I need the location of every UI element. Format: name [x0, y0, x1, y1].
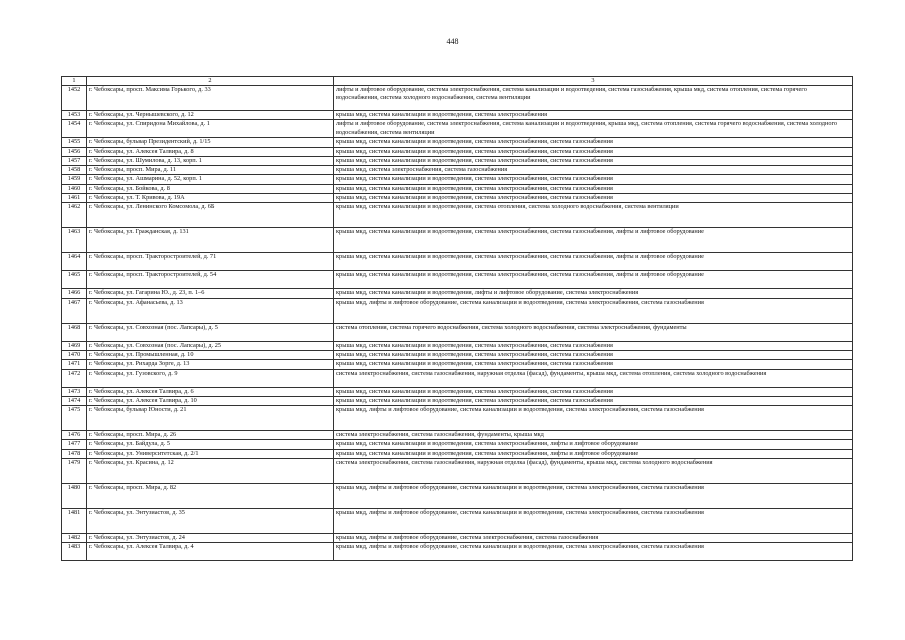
row-works: крыша мкд, лифты и лифтовое оборудование, система канализации и водоотведения, система электроснабжения, система газоснабжения [334, 298, 853, 323]
table-body [62, 86, 853, 561]
table-row [62, 369, 853, 387]
registry-table [61, 76, 853, 561]
row-address: г. Чебоксары, ул. Промышленная, д. 10 [87, 350, 334, 359]
row-address: г. Чебоксары, ул. Бойкова, д. 8 [87, 184, 334, 193]
table-row [62, 298, 853, 323]
row-works: крыша мкд, система канализации и водоотведения, система электроснабжения, система газоснабжения [334, 156, 853, 165]
row-works: крыша мкд, система канализации и водоотведения, система электроснабжения, система газоснабжения, лифты и лифтовое оборудование [334, 271, 853, 289]
row-works: крыша мкд, система канализации и водоотведения, система электроснабжения, система газоснабжения [334, 387, 853, 396]
row-number: 1455 [62, 138, 87, 147]
table-row [62, 387, 853, 396]
row-works: система отопления, система горячего водоснабжения, система холодного водоснабжения, система электроснабжения, фундаменты [334, 323, 853, 341]
table-row [62, 396, 853, 405]
row-works: крыша мкд, лифты и лифтовое оборудование, система канализации и водоотведения, система электроснабжения, система газоснабжения [334, 484, 853, 509]
column-header-1: 1 [62, 77, 87, 86]
row-address: г. Чебоксары, ул. Гагарина Ю., д. 23, п. 1–6 [87, 289, 334, 298]
row-number: 1469 [62, 341, 87, 350]
table-row [62, 271, 853, 289]
row-works: крыша мкд, система канализации и водоотведения, система электроснабжения, система газоснабжения [334, 194, 853, 203]
row-number: 1467 [62, 298, 87, 323]
row-number: 1462 [62, 203, 87, 228]
row-address: г. Чебоксары, ул. Алексея Талвира, д. 8 [87, 147, 334, 156]
row-works: крыша мкд, лифты и лифтовое оборудование, система канализации и водоотведения, система электроснабжения, система газоснабжения [334, 543, 853, 561]
table-row [62, 228, 853, 253]
row-number: 1453 [62, 111, 87, 120]
row-address: г. Чебоксары, ул. Чернышевского, д. 12 [87, 111, 334, 120]
row-address: г. Чебоксары, ул. Алексея Талвира, д. 10 [87, 396, 334, 405]
row-address: г. Чебоксары, просп. Тракторостроителей, д. 71 [87, 253, 334, 271]
row-number: 1463 [62, 228, 87, 253]
header-row [62, 77, 853, 86]
row-address: г. Чебоксары, ул. Красина, д. 12 [87, 459, 334, 484]
table-row [62, 543, 853, 561]
row-works: система электроснабжения, система газоснабжения, наружная отделка (фасад), фундаменты, крыша мкд, система отопления, система холодного водоснабжения [334, 369, 853, 387]
row-address: г. Чебоксары, ул. Энтузиастов, д. 35 [87, 509, 334, 534]
column-header-2: 2 [87, 77, 334, 86]
row-number: 1483 [62, 543, 87, 561]
row-works: крыша мкд, система канализации и водоотведения, система электроснабжения, лифты и лифтовое оборудование [334, 449, 853, 458]
table-row [62, 350, 853, 359]
row-works: крыша мкд, система канализации и водоотведения, система электроснабжения, система газоснабжения [334, 138, 853, 147]
row-address: г. Чебоксары, просп. Тракторостроителей, д. 54 [87, 271, 334, 289]
row-address: г. Чебоксары, просп. Максима Горького, д. 33 [87, 86, 334, 111]
table-row [62, 289, 853, 298]
table-row [62, 156, 853, 165]
row-address: г. Чебоксары, ул. Рихарда Зорге, д. 13 [87, 360, 334, 369]
row-number: 1454 [62, 120, 87, 138]
row-address: г. Чебоксары, ул. Ашмарина, д. 52, корп. 1 [87, 175, 334, 184]
row-works: крыша мкд, система канализации и водоотведения, система электроснабжения, система газоснабжения [334, 147, 853, 156]
row-number: 1465 [62, 271, 87, 289]
row-works: система электроснабжения, система газоснабжения, наружная отделка (фасад), фундаменты, крыша мкд, система холодного водоснабжения [334, 459, 853, 484]
row-number: 1461 [62, 194, 87, 203]
row-number: 1478 [62, 449, 87, 458]
row-address: г. Чебоксары, ул. Энтузиастов, д. 24 [87, 534, 334, 543]
table-row [62, 534, 853, 543]
row-address: г. Чебоксары, ул. Алексея Талвира, д. 6 [87, 387, 334, 396]
row-address: г. Чебоксары, ул. Спиридона Михайлова, д. 1 [87, 120, 334, 138]
row-number: 1464 [62, 253, 87, 271]
row-number: 1475 [62, 406, 87, 431]
row-works: крыша мкд, система канализации и водоотведения, система электроснабжения [334, 111, 853, 120]
column-header-3: 3 [334, 77, 853, 86]
row-address: г. Чебоксары, ул. Ленинского Комсомола, д. 6Б [87, 203, 334, 228]
row-address: г. Чебоксары, просп. Мира, д. 26 [87, 431, 334, 440]
table-row [62, 138, 853, 147]
row-number: 1477 [62, 440, 87, 449]
row-address: г. Чебоксары, ул. Байдула, д. 5 [87, 440, 334, 449]
row-works: крыша мкд, система канализации и водоотведения, система электроснабжения, лифты и лифтовое оборудование [334, 440, 853, 449]
row-works: крыша мкд, система канализации и водоотведения, система электроснабжения, система газоснабжения [334, 341, 853, 350]
row-works: крыша мкд, система канализации и водоотведения, лифты и лифтовое оборудование, система электроснабжения [334, 289, 853, 298]
table-row [62, 323, 853, 341]
row-address: г. Чебоксары, ул. Т. Кривова, д. 19А [87, 194, 334, 203]
table-row [62, 120, 853, 138]
row-number: 1476 [62, 431, 87, 440]
table-row [62, 459, 853, 484]
row-works: крыша мкд, система канализации и водоотведения, система электроснабжения, система газоснабжения [334, 184, 853, 193]
table-row [62, 406, 853, 431]
table-row [62, 449, 853, 458]
row-works: крыша мкд, система канализации и водоотведения, система электроснабжения, система газоснабжения [334, 175, 853, 184]
row-number: 1480 [62, 484, 87, 509]
row-works: крыша мкд, лифты и лифтовое оборудование, система канализации и водоотведения, система электроснабжения, система газоснабжения [334, 406, 853, 431]
table-row [62, 184, 853, 193]
row-works: лифты и лифтовое оборудование, система электроснабжения, система канализации и водоотведения, крыша мкд, система отопления, система горячего водоснабжения, система холодного водоснабжения, система вентиляции [334, 120, 853, 138]
row-number: 1472 [62, 369, 87, 387]
row-works: крыша мкд, лифты и лифтовое оборудование, система электроснабжения, система газоснабжения [334, 534, 853, 543]
page-number: 448 [446, 37, 459, 46]
row-address: г. Чебоксары, ул. Алексея Талвира, д. 4 [87, 543, 334, 561]
row-number: 1471 [62, 360, 87, 369]
row-works: крыша мкд, система канализации и водоотведения, система электроснабжения, система газоснабжения [334, 396, 853, 405]
table-row [62, 175, 853, 184]
table-row [62, 509, 853, 534]
row-works: крыша мкд, лифты и лифтовое оборудование, система канализации и водоотведения, система электроснабжения, система газоснабжения [334, 509, 853, 534]
row-number: 1459 [62, 175, 87, 184]
row-address: г. Чебоксары, ул. Гузовского, д. 9 [87, 369, 334, 387]
row-number: 1473 [62, 387, 87, 396]
table-row [62, 86, 853, 111]
table-row [62, 147, 853, 156]
row-works: крыша мкд, система канализации и водоотведения, система электроснабжения, система газоснабжения, лифты и лифтовое оборудование [334, 228, 853, 253]
table-row [62, 360, 853, 369]
table-row [62, 484, 853, 509]
row-number: 1457 [62, 156, 87, 165]
row-works: крыша мкд, система канализации и водоотведения, система электроснабжения, система газоснабжения [334, 350, 853, 359]
row-address: г. Чебоксары, просп. Мира, д. 82 [87, 484, 334, 509]
row-works: крыша мкд, система канализации и водоотведения, система электроснабжения, система газоснабжения [334, 360, 853, 369]
row-address: г. Чебоксары, ул. Совхозная (пос. Лапсары), д. 25 [87, 341, 334, 350]
row-number: 1456 [62, 147, 87, 156]
row-number: 1466 [62, 289, 87, 298]
row-address: г. Чебоксары, ул. Афанасьева, д. 13 [87, 298, 334, 323]
row-works: крыша мкд, система канализации и водоотведения, система отопления, система холодного водоснабжения, система вентиляции [334, 203, 853, 228]
row-address: г. Чебоксары, бульвар Президентский, д. 1/15 [87, 138, 334, 147]
row-works: крыша мкд, система канализации и водоотведения, система электроснабжения, система газоснабжения, лифты и лифтовое оборудование [334, 253, 853, 271]
table-row [62, 341, 853, 350]
table-row [62, 166, 853, 175]
row-address: г. Чебоксары, ул. Шумилова, д. 13, корп. 1 [87, 156, 334, 165]
row-number: 1452 [62, 86, 87, 111]
row-number: 1468 [62, 323, 87, 341]
row-number: 1474 [62, 396, 87, 405]
row-works: лифты и лифтовое оборудование, система электроснабжения, система канализации и водоотведения, система газоснабжения, крыша мкд, система отопления, система горячего водоснабжения, система холодного водоснабжения, система вентиляции [334, 86, 853, 111]
table-row [62, 111, 853, 120]
row-works: крыша мкд, система электроснабжения, система газоснабжения [334, 166, 853, 175]
row-number: 1470 [62, 350, 87, 359]
row-works: система электроснабжения, система газоснабжения, фундаменты, крыша мкд [334, 431, 853, 440]
row-address: г. Чебоксары, ул. Гражданская, д. 131 [87, 228, 334, 253]
row-address: г. Чебоксары, бульвар Юности, д. 21 [87, 406, 334, 431]
table-row [62, 203, 853, 228]
row-address: г. Чебоксары, ул. Совхозная (пос. Лапсары), д. 5 [87, 323, 334, 341]
row-number: 1479 [62, 459, 87, 484]
table-row [62, 431, 853, 440]
table-row [62, 194, 853, 203]
row-number: 1460 [62, 184, 87, 193]
table-row [62, 253, 853, 271]
row-number: 1481 [62, 509, 87, 534]
table-row [62, 440, 853, 449]
row-number: 1458 [62, 166, 87, 175]
row-address: г. Чебоксары, ул. Университетская, д. 2/1 [87, 449, 334, 458]
row-number: 1482 [62, 534, 87, 543]
row-address: г. Чебоксары, просп. Мира, д. 11 [87, 166, 334, 175]
